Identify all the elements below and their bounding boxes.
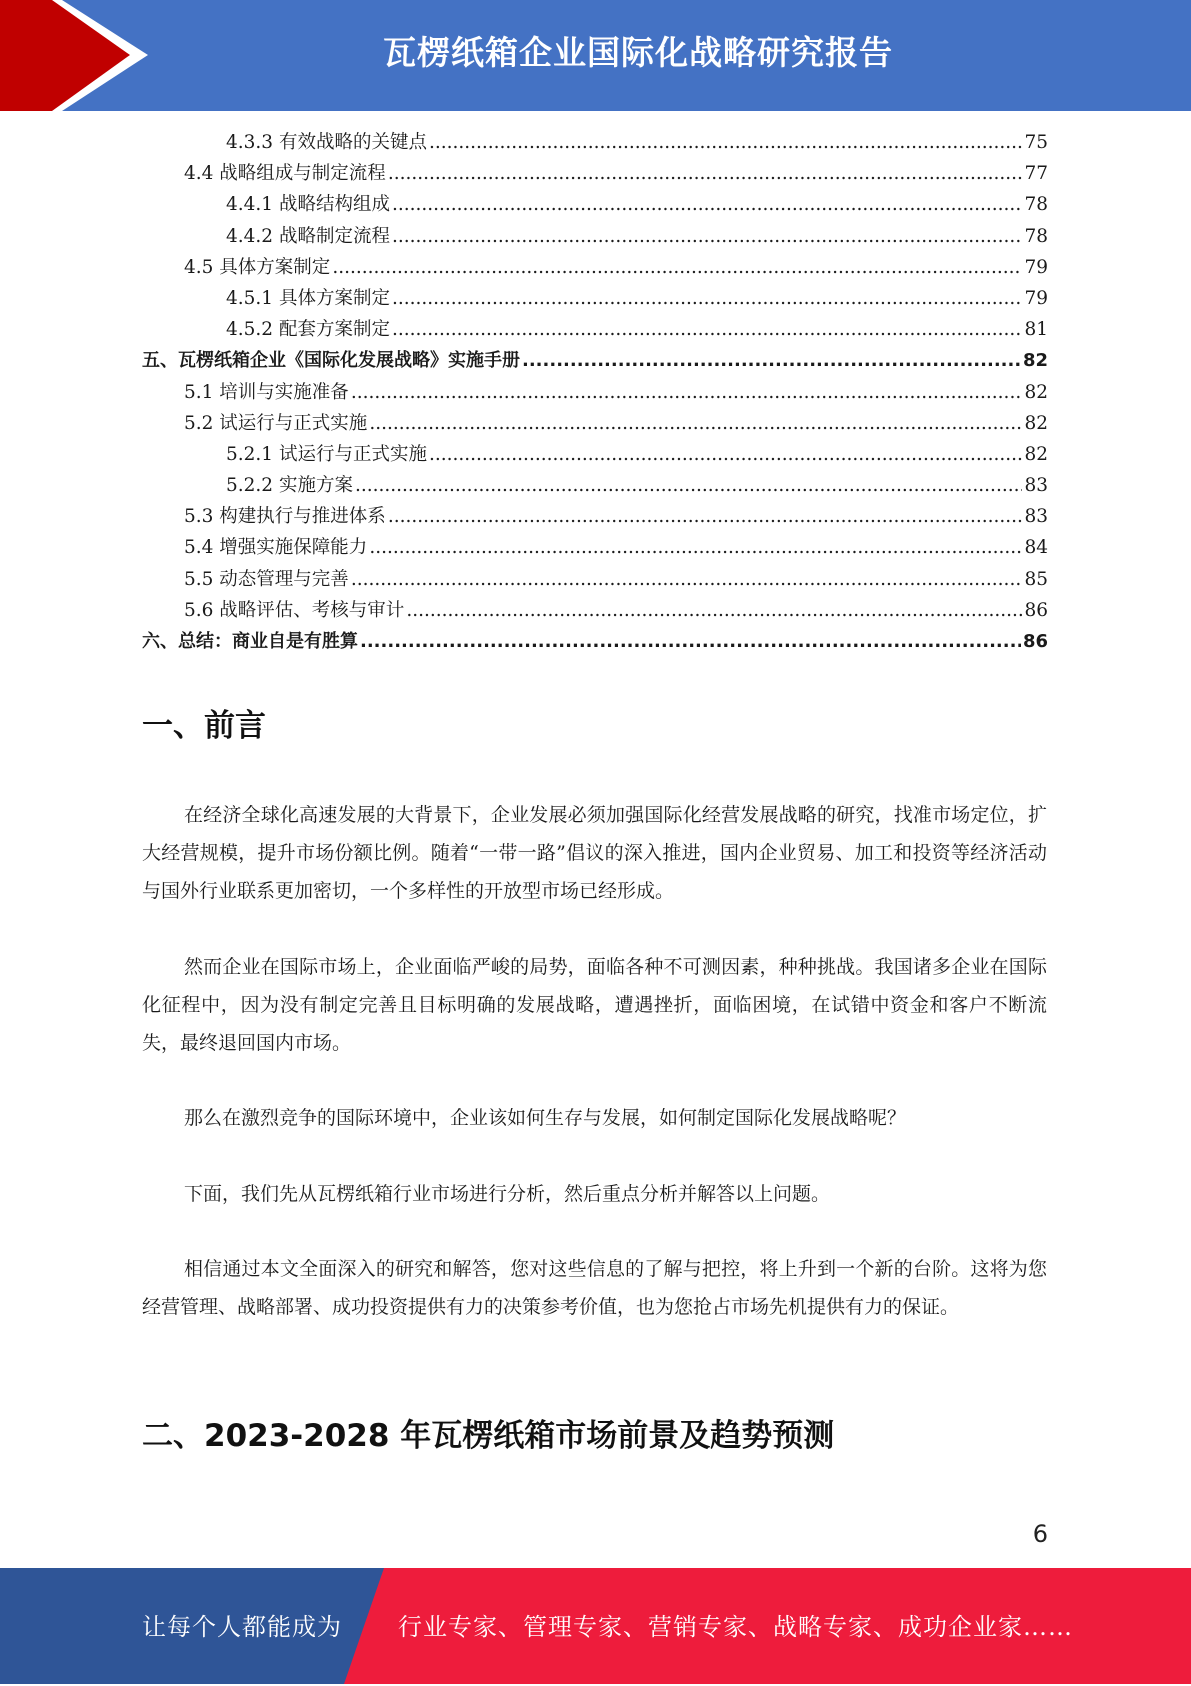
toc-entry-label: 5.5 动态管理与完善 [184, 568, 349, 590]
toc-entry[interactable] [142, 190, 1048, 221]
page-number: 6 [1032, 1520, 1048, 1548]
toc-entry-page: 79 [1024, 287, 1048, 309]
toc-dot-leader [392, 319, 1022, 340]
toc-entry-label: 4.3.3 有效战略的关键点 [226, 132, 427, 153]
toc-entry[interactable] [142, 378, 1048, 409]
toc-entry-label: 4.5.2 配套方案制定 [226, 319, 390, 341]
section-heading-market-forecast: 二、2023-2028 年瓦楞纸箱市场前景及趋势预测 [142, 1418, 835, 1454]
toc-dot-leader [369, 537, 1022, 558]
toc-entry-page: 82 [1024, 443, 1048, 465]
toc-entry-label: 4.4.1 战略结构组成 [226, 194, 390, 216]
toc-entry-page: 83 [1024, 506, 1048, 528]
toc-entry[interactable] [142, 565, 1048, 596]
toc-entry-label: 5.1 培训与实施准备 [184, 381, 349, 403]
toc-dot-leader [332, 257, 1022, 278]
toc-entry[interactable] [142, 596, 1048, 627]
toc-entry-label: 5.3 构建执行与推进体系 [184, 506, 386, 528]
section-heading-preface: 一、前言 [142, 708, 266, 744]
table-of-contents [142, 128, 1048, 658]
toc-entry-page: 84 [1024, 537, 1048, 559]
toc-entry-page: 79 [1024, 256, 1048, 278]
toc-dot-leader [429, 132, 1022, 153]
toc-dot-leader [406, 600, 1022, 621]
toc-entry[interactable] [142, 222, 1048, 253]
toc-dot-leader [429, 444, 1022, 465]
toc-entry-label: 4.5.1 具体方案制定 [226, 287, 390, 309]
toc-dot-leader [392, 226, 1022, 247]
toc-entry-page: 86 [1022, 631, 1048, 652]
toc-entry-page: 75 [1024, 132, 1048, 153]
toc-entry-label: 5.2.1 试运行与正式实施 [226, 443, 427, 465]
toc-entry-label: 五、瓦楞纸箱企业《国际化发展战略》实施手册 [142, 350, 520, 372]
toc-entry-page: 78 [1024, 194, 1048, 216]
toc-entry-page: 86 [1024, 599, 1048, 621]
toc-dot-leader [388, 163, 1023, 184]
toc-entry[interactable] [142, 471, 1048, 502]
header-title: 瓦楞纸箱企业国际化战略研究报告 [383, 33, 893, 72]
toc-entry[interactable] [142, 533, 1048, 564]
toc-entry[interactable] [142, 346, 1048, 377]
toc-entry[interactable] [142, 253, 1048, 284]
toc-dot-leader [392, 288, 1022, 309]
paragraph: 在经济全球化高速发展的大背景下，企业发展必须加强国际化经营发展战略的研究，找准市场定位，扩大经营规模，提升市场份额比例。随着“一带一路”倡议的深入推进，国内企业贸易、加工和投资等经济活动与国外行业联系更加密切，一个多样性的开放型市场已经形成。 [142, 804, 1047, 902]
toc-dot-leader [369, 413, 1022, 434]
toc-entry[interactable] [142, 284, 1048, 315]
footer-slogan-left: 让每个人都能成为 [142, 1613, 342, 1641]
toc-entry-page: 77 [1024, 163, 1048, 185]
footer-slogan-right: 行业专家、管理专家、营销专家、战略专家、成功企业家…… [398, 1613, 1073, 1641]
paragraph: 然而企业在国际市场上，企业面临严峻的局势，面临各种不可测因素，种种挑战。我国诸多企业在国际化征程中，因为没有制定完善且目标明确的发展战略，遭遇挫折，面临困境，在试错中资金和客户不断流失，最终退回国内市场。 [142, 956, 1047, 1054]
toc-entry-page: 78 [1024, 225, 1048, 247]
toc-entry-label: 4.4 战略组成与制定流程 [184, 163, 386, 185]
paragraph: 下面，我们先从瓦楞纸箱行业市场进行分析，然后重点分析并解答以上问题。 [184, 1183, 831, 1205]
toc-entry-label: 4.4.2 战略制定流程 [226, 225, 390, 247]
toc-entry[interactable] [142, 315, 1048, 346]
toc-entry-page: 83 [1024, 475, 1048, 497]
toc-entry-label: 5.6 战略评估、考核与审计 [184, 599, 405, 621]
toc-entry-label: 六、总结：商业自是有胜算 [142, 631, 358, 652]
toc-entry[interactable] [142, 409, 1048, 440]
toc-entry[interactable] [142, 159, 1048, 190]
paragraph: 相信通过本文全面深入的研究和解答，您对这些信息的了解与把控，将上升到一个新的台阶。这将为您经营管理、战略部署、成功投资提供有力的决策参考价值，也为您抢占市场先机提供有力的保证。 [142, 1258, 1047, 1318]
toc-entry[interactable] [142, 128, 1048, 159]
toc-dot-leader [351, 569, 1023, 590]
page-footer [0, 1568, 1191, 1684]
toc-entry-label: 5.2 试运行与正式实施 [184, 412, 368, 434]
toc-dot-leader [522, 350, 1021, 371]
toc-dot-leader [392, 194, 1022, 215]
toc-dot-leader [351, 382, 1023, 403]
toc-entry-page: 82 [1024, 412, 1048, 434]
toc-entry-label: 5.4 增强实施保障能力 [184, 537, 368, 559]
toc-dot-leader [360, 631, 1021, 652]
toc-dot-leader [388, 506, 1023, 527]
toc-entry[interactable] [142, 502, 1048, 533]
page-header [0, 0, 1191, 111]
toc-entry[interactable] [142, 627, 1048, 658]
toc-entry[interactable] [142, 440, 1048, 471]
toc-dot-leader [355, 475, 1023, 496]
toc-entry-label: 4.5 具体方案制定 [184, 256, 331, 278]
toc-entry-page: 81 [1024, 319, 1048, 341]
paragraph: 那么在激烈竞争的国际环境中，企业该如何生存与发展，如何制定国际化发展战略呢？ [184, 1107, 907, 1129]
toc-entry-page: 85 [1024, 568, 1048, 590]
toc-entry-page: 82 [1024, 381, 1048, 403]
toc-entry-page: 82 [1022, 350, 1048, 372]
toc-entry-label: 5.2.2 实施方案 [226, 475, 353, 497]
